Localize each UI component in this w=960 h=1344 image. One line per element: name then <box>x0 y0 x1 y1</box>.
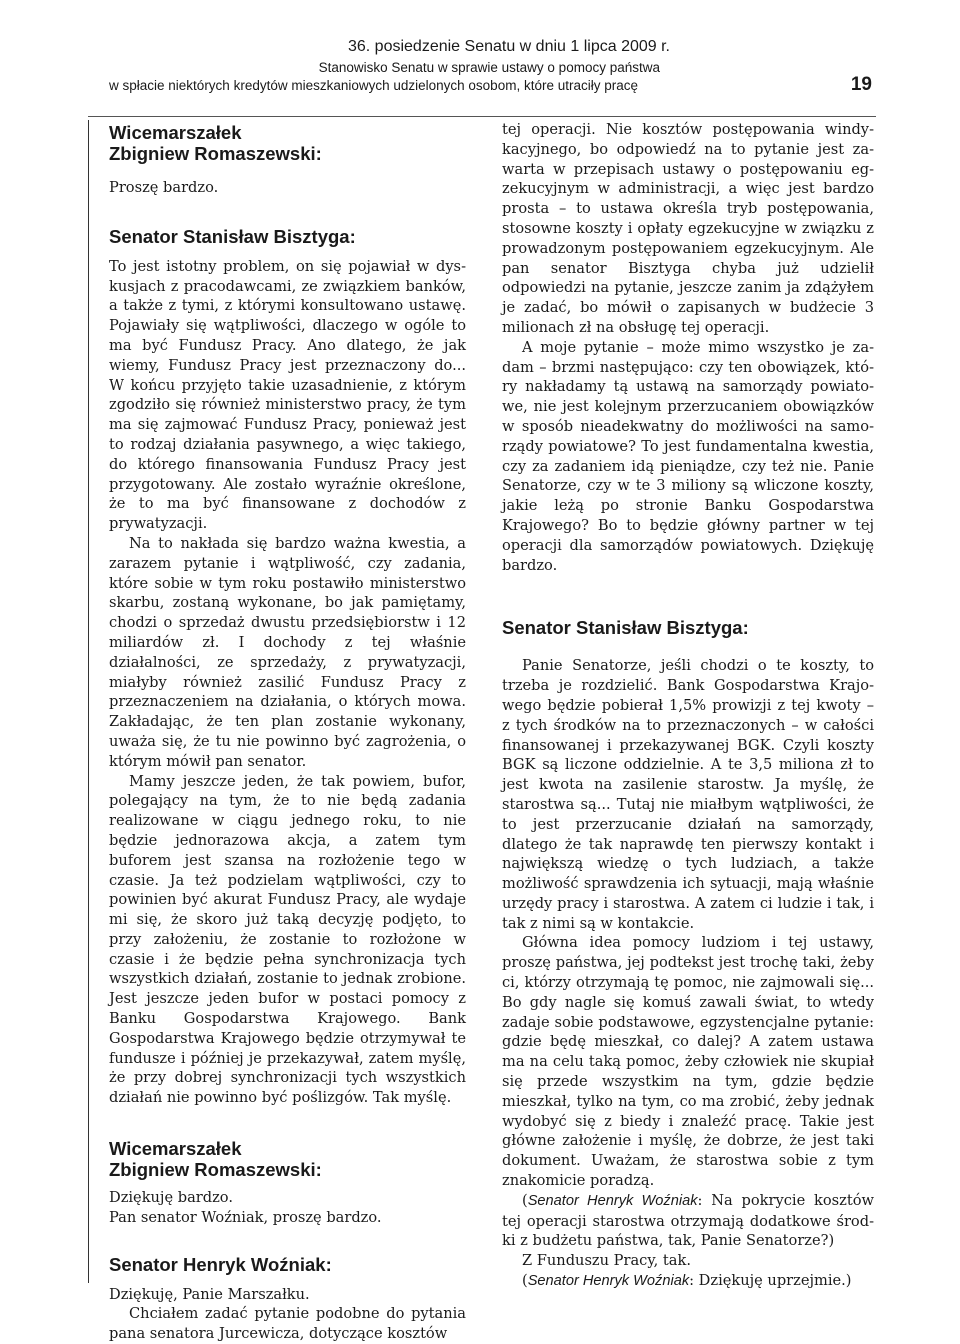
speaker-heading <box>109 226 466 247</box>
speech-line: Z Funduszu Pracy, tak. <box>522 1252 691 1270</box>
speech-paragraph: Na to nakłada się bardzo ważna kwestia, a zarazem pytanie i wątpliwość, czy zadania, które sobie w tym roku postawiło ministerstwo skarbu, zostaną wykonane, bo jak pamiętamy, chodzi o sprzedaż dwustu przedsiębiorstw i 12 miliardów zł. I dochody z tej właśnie działalności, ze sprzedaży, z prywatyzacji, miałyby również zasilić Fundusz Pracy z przeznaczeniem na działania, o których mowa. Zakładając, że ten plan zostanie wykonany, uważa się, że tu nie powinno być zagrożenia, o którym mówił pan senator. <box>109 534 466 770</box>
interjection-text: : Dziękuję uprzejmie.) <box>689 1272 852 1290</box>
speech-line: Pan senator Woźniak, proszę bardzo. <box>109 1208 382 1226</box>
speaker-title: Wicemarszałek <box>109 1138 242 1160</box>
speaker-heading <box>502 617 874 638</box>
speaker-heading <box>109 1254 466 1275</box>
interjection: (Senator Henryk Woźniak: Na pokrycie kosztów tej operacji starostwa otrzymają dodatkowe środki z budżetu państwa, tak, Panie Senatorze?) <box>502 1191 874 1250</box>
speaker-title: Wicemarszałek <box>109 122 242 143</box>
interjection: (Senator Henryk Woźniak: Dziękuję uprzejmie.) <box>522 1272 852 1290</box>
speech-paragraph: A moje pytanie – może mimo wszystko je zadam – brzmi następująco: czy ten obowiązek, który nakładamy tą ustawą na samorządy powiatowe, nie jest kolejnym przerzucaniem obowiązków w sposób nieadekwatny do możliwości na samorządy powiatowe? To jest fundamentalna kwestia, czy za zadaniem idą pieniądze, czy też nie. Panie Senatorze, czy w te 3 miliony są wliczone koszty, jakie leżą po stronie Banku Gospodarstwa Krajowego? Bo to będzie główny partner w tej operacji dla samorządów powiatowych. Dziękuję bardzo. <box>502 338 874 574</box>
session-title: 36. posiedzenie Senatu w dniu 1 lipca 2009 r. <box>347 38 670 55</box>
speech-paragraph: Główna idea pomocy ludziom i tej ustawy, proszę państwa, jej podtekst jest trochę taki, żeby ci, którzy otrzymają tę pomoc, nie zajmowali się... Bo gdy nagle się komuś zawali świat, to wtedy zadaje sobie podstawowe, egzystencjalne pytanie: gdzie będę mieszkał, co dalej? A zatem ustawa ma na celu taką pomoc, żeby człowiek nie skupiał się przede wszystkim na tym, gdzie będzie mieszkał, tylko na tym, co ma zrobić, żeby jednak wydobyć się z biedy i znaleźć pracę. Takie jest główne założenie i myślę, że dobrze, że jest taki dokument. Uważam, że starostwa sobie z tym znakomicie poradzą. <box>502 934 874 1190</box>
speech-paragraph: Chciałem zadać pytanie podobne do pytania pana senatora Jurcewicza, dotyczące kosztów <box>109 1305 466 1343</box>
speech-paragraph: tej operacji. Nie kosztów postępowania windykacyjnego, bo odpowiedź na to pytanie jest zawarta w przepisach ustawy o postępowaniu egzekucyjnym w administracji, a więc jest bardzo prosta – to ustawa określa tryb postępowania, stosowne koszty i opłaty egzekucyjne w związku z prowadzonym postępowaniem egzekucyjnym. Ale pan senator Bisztyga chyba już udzielił odpowiedzi na pytanie, jeszcze zanim ja zdążyłem je zadać, bo mówił o zapisanych w budżecie 3 milionach zł na obsługę tej operacji. <box>502 121 874 336</box>
speaker-name: Senator Henryk Woźniak: <box>109 1253 332 1275</box>
document-subtitle-line-2: w spłacie niektórych kredytów mieszkaniowych udzielonych osobom, które utraciły pracę <box>109 78 638 93</box>
header-divider <box>88 116 876 117</box>
document-subtitle-line-1: Stanowisko Senatu w sprawie ustawy o pomocy państwa <box>318 60 660 75</box>
page-header <box>0 38 960 98</box>
right-column <box>502 120 874 1290</box>
speaker-name: Zbigniew Romaszewski: <box>109 1159 322 1181</box>
interjection-speaker: Senator Henryk Woźniak <box>527 1192 698 1209</box>
speech-line: Dziękuję bardzo. <box>109 1189 233 1207</box>
speech-line: Dziękuję, Panie Marszałku. <box>109 1285 310 1303</box>
interjection-text: : Na pokrycie kosztów tej operacji starostwa otrzymają dodatkowe środki z budżetu państwa, tak, Panie Senatorze?) <box>502 1191 874 1250</box>
speaker-heading <box>109 1138 466 1180</box>
speech-paragraph: Mamy jeszcze jeden, że tak powiem, bufor, polegający na tym, że to nie będą zadania realizowane w ciągu jednego roku, to nie będzie jednorazowa akcja, a zatem tym buforem jest szansa na rozłożenie tego w czasie. Ja też podzielam wątpliwości, czy to powinien być akurat Fundusz Pracy, ale wydaje mi się, że skoro już taką decyzję podjęto, to przy założeniu, że zostanie to rozłożone w czasie i że będzie pełna synchronizacja tych wszystkich działań, zostanie to jednak zrobione. Jest jeszcze jeden bufor w postaci pomocy z Banku Gospodarstwa Krajowego. Bank Gospodarstwa Krajowego będzie otrzymywał te fundusze i później je przekazywał, zatem myślę, że przy dobrej synchronizacji tych wszystkich działań nie powinno być poślizgów. Tak myślę. <box>109 772 466 1107</box>
speech-paragraph: Panie Senatorze, jeśli chodzi o te koszty, to trzeba je rozdzielić. Bank Gospodarstwa Krajowego będzie pobierał 1,5% prowizji z tej kwoty – z tych środków na to przeznaczonych – w całości finansowanej i przekazywanej BGK. Czyli koszty BGK są liczone oddzielnie. A te 3,5 miliona zł to jest kwota na zasilenie starostw. Ja myślę, że starostwa są... Tutaj nie miałbym wątpliwości, że to jest przerzucanie działań na samorządy, dlatego że tak naprawdę ten pierwszy kontakt i największą wiedzę o tych ludziach, a także możliwość sprawdzenia ich sytuacji, mają właśnie urzędy pracy i starostwa. A zatem ci ludzie i tak, i tak z nimi są w kontakcie. <box>502 657 874 932</box>
page-number: 19 <box>850 74 872 95</box>
left-column <box>88 120 466 1343</box>
interjection-speaker: Senator Henryk Woźniak <box>527 1273 690 1290</box>
speaker-name: Senator Stanisław Bisztyga: <box>502 617 749 639</box>
speech-paragraph: To jest istotny problem, on się pojawiał w dyskusjach z pracodawcami, ze związkiem banków, a także z tymi, z którymi konsultowano ustawę. Pojawiały się wątpliwości, dlaczego w ogóle to ma być Fundusz Pracy. Ano dlatego, że jak wiemy, Fundusz Pracy jest przeznaczony do... W końcu przyjęto takie uzasadnienie, z którym zgodziło się również ministerstwo pracy, że tym ma się zajmować Fundusz Pracy, ponieważ jest to rodzaj działania pasywnego, a więc takiego, do którego finansowania Fundusz Pracy jest przygotowany. Ale zostało wyraźnie określone, że to ma być finansowane z dochodów z prywatyzacji. <box>109 257 466 533</box>
speaker-name: Senator Stanisław Bisztyga: <box>109 225 356 247</box>
speech-paragraph: Proszę bardzo. <box>109 179 219 196</box>
speaker-name: Zbigniew Romaszewski: <box>109 143 322 164</box>
speaker-heading <box>109 122 466 164</box>
